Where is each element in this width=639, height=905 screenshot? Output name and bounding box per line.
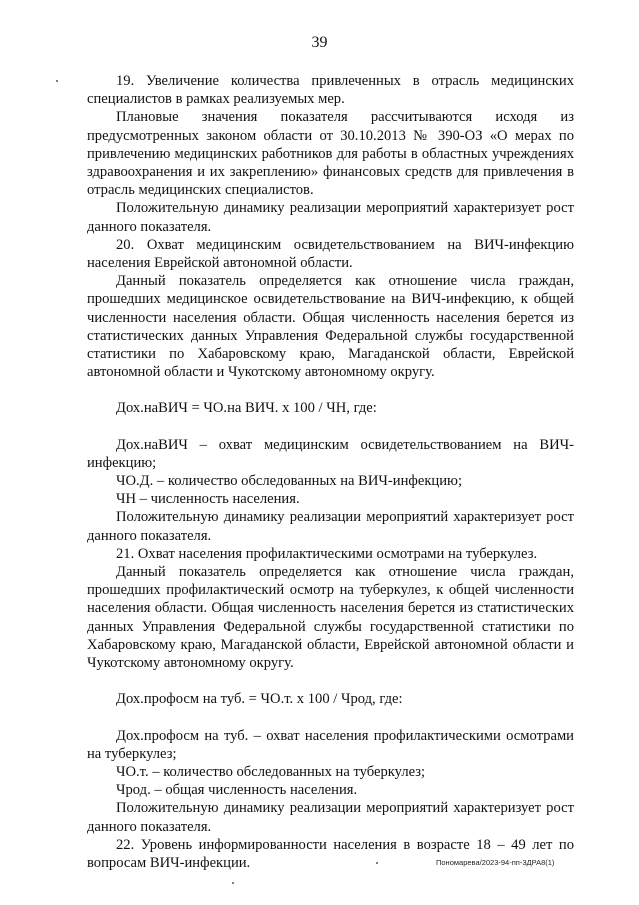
tb-coverage-formula: Дох.профосм на туб. = ЧО.т. х 100 / Чрод, где: — [116, 691, 403, 708]
item-21-dynamics: Положительную динамику реализации мероприятий характеризует рост данного показателя. — [87, 800, 574, 835]
tb-formula-term-coverage: Дох.профосм на туб. – охват населения профилактическими осмотрами на туберкулез; — [87, 727, 574, 762]
item-21-heading: 21. Охват населения профилактическими осмотрами на туберкулез. — [116, 545, 538, 562]
hiv-coverage-formula: Дох.наВИЧ = ЧО.на ВИЧ. х 100 / ЧН, где: — [116, 400, 377, 417]
item-21-definition: Данный показатель определяется как отношение числа граждан, прошедших профилактический осмотр на туберкулез, к общей численности населения области. Общая численность населения берется из статистических данных Управления Федеральной службы государственной статистики по Хабаровскому краю, Магаданской области, Еврейской автономной области и Чукотскому автономному округу. — [87, 564, 574, 672]
scan-speck — [56, 80, 58, 82]
document-body — [87, 72, 574, 872]
scan-speck — [376, 862, 378, 864]
hiv-formula-term-examined: ЧО.Д. – количество обследованных на ВИЧ-инфекцию; — [116, 473, 462, 490]
item-19-planned-values: Плановые значения показателя рассчитываются исходя из предусмотренных законом области от 30.10.2013 № 390-ОЗ «О мерах по привлечению медицинских работников для работы в областных учреждениях здравоохранения и их закреплению» финансовых средств для привлечения в отрасль медицинских специалистов. — [87, 109, 574, 199]
hiv-formula-term-population: ЧН – численность населения. — [116, 491, 300, 508]
hiv-formula-term-coverage: Дох.наВИЧ – охват медицинским освидетельствованием на ВИЧ-инфекцию; — [87, 436, 574, 471]
tb-formula-term-examined: ЧО.т. – количество обследованных на туберкулез; — [116, 763, 426, 780]
document-footer-code: Пономарева/2023-94-пп-3ДРА8(1) — [436, 858, 555, 867]
item-20-heading: 20. Охват медицинским освидетельствованием на ВИЧ-инфекцию населения Еврейской автономной области. — [87, 236, 574, 272]
item-19-dynamics: Положительную динамику реализации мероприятий характеризует рост данного показателя. — [87, 200, 574, 235]
tb-formula-term-population: Чрод. – общая численность населения. — [116, 782, 358, 799]
item-19-heading: 19. Увеличение количества привлеченных в отрасль медицинских специалистов в рамках реализуемых мер. — [87, 73, 574, 108]
scan-speck — [232, 882, 234, 884]
item-20-dynamics: Положительную динамику реализации мероприятий характеризует рост данного показателя. — [87, 509, 574, 544]
item-20-definition: Данный показатель определяется как отношение числа граждан, прошедших медицинское освидетельствование на ВИЧ-инфекцию, к общей численности населения области. Общая численность населения берется из статистических данных Управления Федеральной службы государственной статистики по Хабаровскому краю, Магаданской области, Еврейской автономной области и Чукотскому автономному округу. — [87, 273, 574, 381]
item-22-heading: 22. Уровень информированности населения в возрасте 18 – 49 лет по вопросам ВИЧ-инфекции. — [87, 836, 574, 871]
page-number: 39 — [311, 34, 328, 51]
